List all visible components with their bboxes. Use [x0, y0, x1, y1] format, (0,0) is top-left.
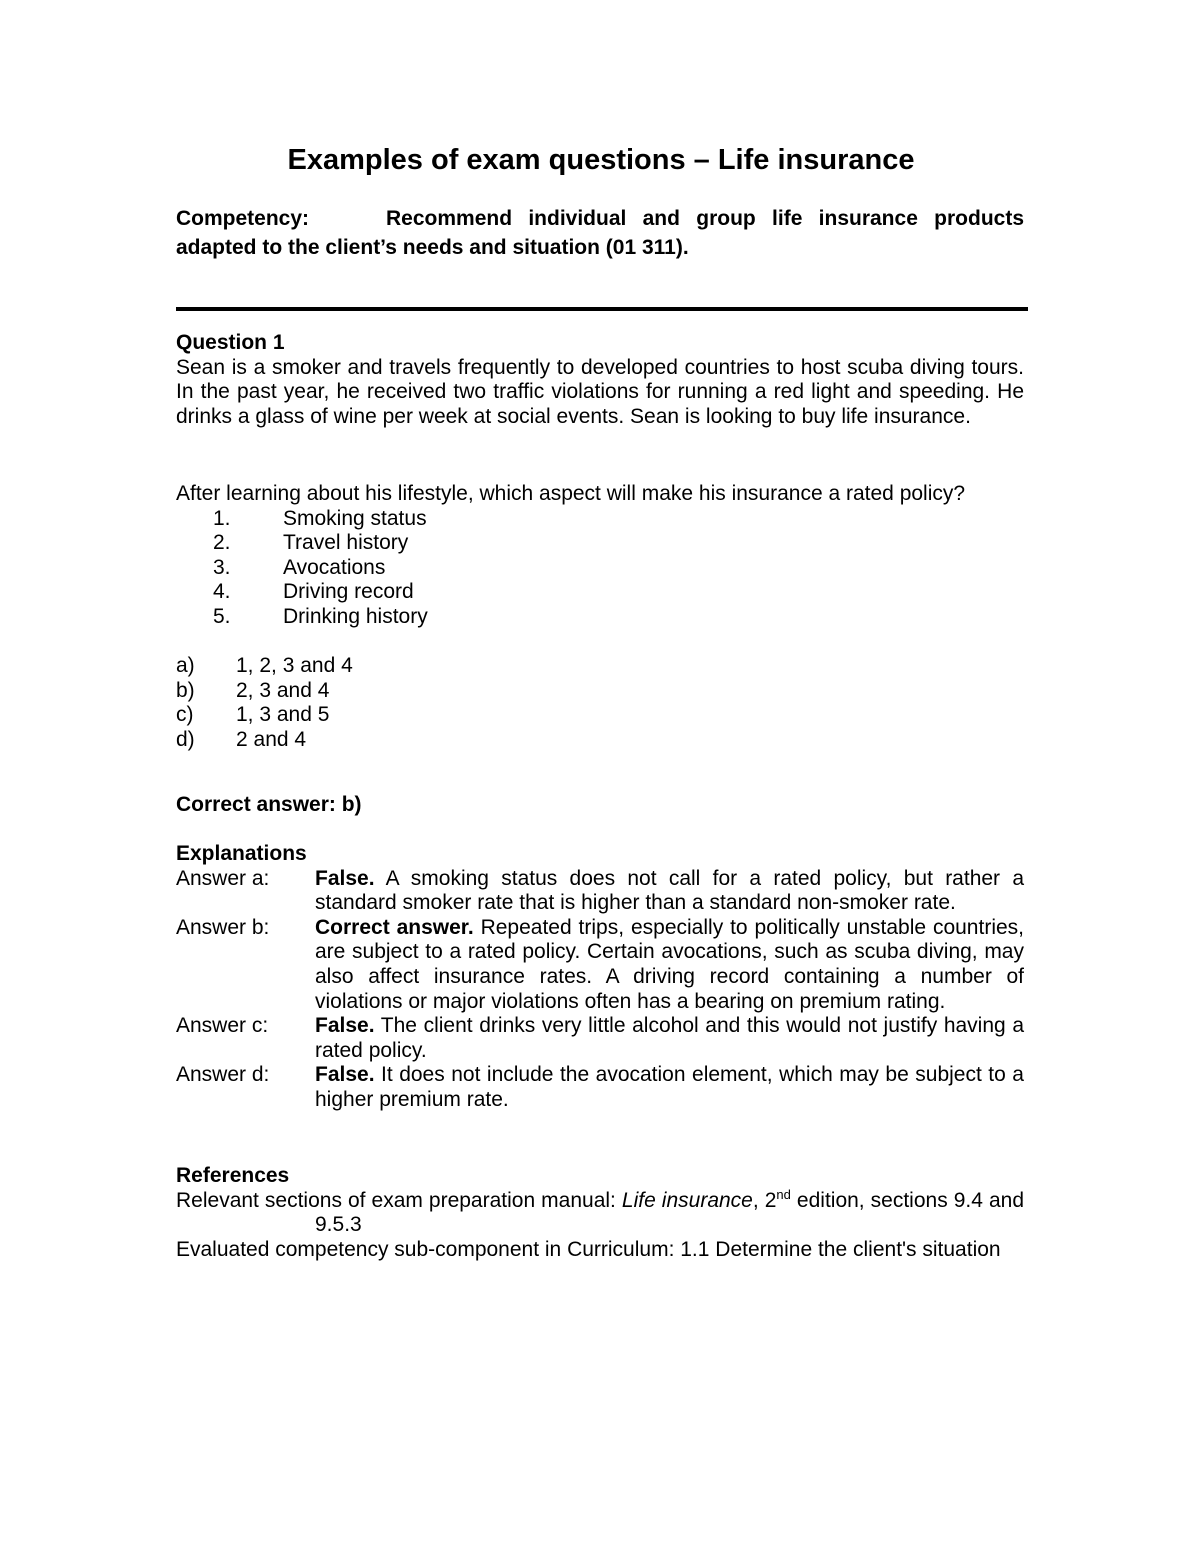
options-list — [176, 654, 1024, 752]
reference-text: , 2 — [752, 1188, 777, 1212]
competency-text: Recommend individual and group life insurance products adapted to the client’s needs and situation (01 311). — [176, 207, 1024, 259]
option-item — [176, 703, 1024, 728]
list-item-text: Drinking history — [283, 604, 428, 628]
option-letter: b) — [176, 678, 195, 702]
explanation-body: The client drinks very little alcohol and this would not justify having a rated policy. — [315, 1014, 1024, 1062]
correct-answer: Correct answer: b) — [176, 793, 362, 816]
explanation-text — [315, 867, 1024, 916]
page-title: Examples of exam questions – Life insurance — [287, 144, 915, 176]
explanation-body: It does not include the avocation element, which may be subject to a higher premium rate. — [315, 1063, 1024, 1111]
explanation-row — [176, 916, 1024, 1014]
explanation-label: Answer c: — [176, 1014, 269, 1038]
reference-text: edition, sections 9.4 and 9.5.3 — [315, 1188, 1024, 1237]
list-item-number: 1. — [213, 506, 231, 530]
explanation-row — [176, 1063, 1024, 1112]
option-item — [176, 728, 1024, 753]
horizontal-divider — [176, 307, 1028, 311]
explanations-heading: Explanations — [176, 842, 307, 865]
explanation-verdict: Correct answer. — [315, 915, 474, 939]
reference-superscript: nd — [776, 1186, 791, 1202]
references-heading: References — [176, 1164, 290, 1187]
option-letter: a) — [176, 654, 195, 677]
list-item-text: Smoking status — [283, 506, 427, 530]
competency-label: Competency: — [176, 207, 310, 230]
reference-competency: Evaluated competency sub-component in Curriculum: 1.1 Determine the client's situation — [176, 1237, 1001, 1261]
explanation-label: Answer a: — [176, 866, 270, 890]
question-section — [176, 331, 1024, 429]
reference-title: Life insurance — [621, 1188, 753, 1212]
explanation-label: Answer d: — [176, 1063, 270, 1087]
question-prompt-section — [176, 482, 1024, 630]
list-item-number: 3. — [213, 555, 231, 579]
list-item — [176, 507, 1024, 532]
list-item — [176, 531, 1024, 556]
competency-statement — [176, 204, 1024, 262]
list-item-text: Travel history — [283, 531, 409, 555]
explanation-verdict: False. — [315, 866, 375, 890]
list-item — [176, 605, 1024, 630]
explanation-body: A smoking status does not call for a rated policy, but rather a standard smoker rate that is higher than a standard non-smoker rate. — [315, 866, 1024, 915]
question-heading: Question 1 — [176, 331, 285, 354]
explanation-label: Answer b: — [176, 915, 270, 939]
explanation-body: Repeated trips, especially to politically unstable countries, are subject to a rated policy. Certain avocations, such as scuba diving, may also affect insurance rates. A driving record containing a number of violations or major violations often has a bearing on premium rating. — [315, 915, 1024, 1013]
option-text: 2 and 4 — [236, 727, 307, 751]
question-prompt: After learning about his lifestyle, which aspect will make his insurance a rated policy? — [176, 482, 966, 505]
answer-options — [176, 654, 1024, 752]
option-letter: d) — [176, 727, 195, 751]
option-text: 1, 2, 3 and 4 — [236, 654, 353, 677]
explanation-row — [176, 1014, 1024, 1063]
explanation-verdict: False. — [315, 1063, 375, 1087]
list-item-text: Avocations — [283, 555, 386, 579]
question-scenario: Sean is a smoker and travels frequently to developed countries to host scuba diving tours. In the past year, he received two traffic violations for running a red light and speeding. He drinks a glass of wine per week at social events. Sean is looking to buy life insurance. — [176, 355, 1024, 428]
reference-text: Relevant sections of exam preparation manual: — [176, 1188, 622, 1212]
list-item — [176, 556, 1024, 581]
list-item — [176, 580, 1024, 605]
option-text: 2, 3 and 4 — [236, 678, 330, 702]
references-section — [176, 1164, 1024, 1262]
explanation-text — [315, 1014, 1024, 1063]
explanations-section — [176, 842, 1024, 1113]
option-letter: c) — [176, 703, 194, 727]
explanation-text — [315, 916, 1024, 1014]
aspect-list — [176, 507, 1024, 630]
list-item-number: 5. — [213, 604, 231, 628]
list-item-number: 4. — [213, 580, 231, 604]
option-text: 1, 3 and 5 — [236, 703, 330, 727]
explanation-text — [315, 1063, 1024, 1112]
option-item — [176, 679, 1024, 704]
list-item-number: 2. — [213, 531, 231, 555]
reference-manual — [176, 1186, 1024, 1238]
list-item-text: Driving record — [283, 580, 414, 604]
option-item — [176, 654, 1024, 679]
explanation-row — [176, 867, 1024, 916]
explanation-verdict: False. — [315, 1014, 375, 1038]
